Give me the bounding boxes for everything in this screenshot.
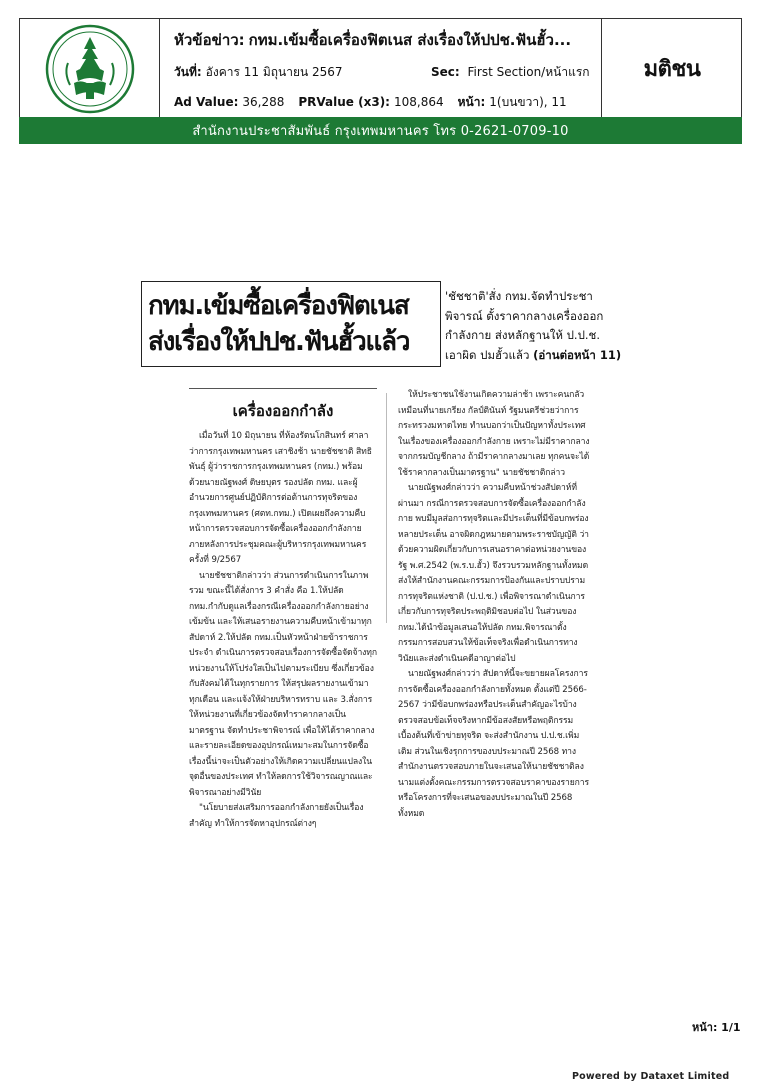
contact-bar: สำนักงานประชาสัมพันธ์ กรุงเทพมหานคร โทร 0-2621-0709-10 [19, 117, 742, 144]
article-deck [445, 287, 635, 365]
deck-continue: (อ่านต่อหน้า 11) [533, 347, 622, 362]
deck-line2: พิจารณ์ ตั้งราคากลางเครื่องออก [445, 308, 604, 323]
article-headline-box [141, 281, 441, 367]
publication-name: มติชน [643, 57, 701, 82]
headline-row [174, 23, 591, 57]
article-headline-line2: ส่งเรื่องให้ปปช.ฟันฮั้วแล้ว [148, 327, 410, 357]
left-paragraph-2: นายชัชชาติกล่าวว่า ส่วนการดำเนินการในภาพรวม ขณะนี้ได้สั่งการ 3 คำสั่ง คือ 1.ให้ปลัด กทม.กำกับดูแลเรื่องกรณีเครื่องออกกำลังกายอย่างเข้มข้น และให้เสนอรายงานความคืบหน้าเข้ามาทุกสัปดาห์ 2.ให้ปลัด กทม.เป็นหัวหน้าฝ่ายข้าราชการประจำ ดำเนินการตรวจสอบเรื่องการจัดซื้อจัดจ้างทุกหน่วยงานให้โปร่งใสเป็นไปตามระเบียบ ซึ่งเกี่ยวข้องกับสังคมได้ในทุกรายการ ให้สรุปผลรายงานเข้ามาทุกเดือน และแจ้งให้ฝ่ายบริหารทราบ และ 3.สั่งการให้หน่วยงานที่เกี่ยวข้องจัดทำราคากลางเป็นมาตรฐาน จัดทำประชาพิจารณ์ เพื่อให้ได้ราคากลางและรายละเอียดของอุปกรณ์เหมาะสมในการจัดซื้อ เรื่องนี้น่าจะเป็นตัวอย่างให้เกิดความเปลี่ยนแปลงในจุดอื่นของประเทศ ทำให้ลดการใช้วิจารณญาณและพิจารณาอย่างมีวินัย [189, 570, 377, 798]
pr-value: 108,864 [393, 95, 444, 109]
value-row [174, 87, 591, 117]
ad-value: 36,288 [242, 95, 285, 109]
page-value: 1(บนขวา), 11 [489, 94, 567, 109]
date-value: อังคาร 11 มิถุนายน 2567 [205, 64, 343, 79]
pr-value-label: PRValue (x3): [298, 95, 390, 109]
right-column-text [398, 388, 590, 822]
deck-line1: 'ชัชชาติ'สั่ง กทม.จัดทำประชา [445, 289, 593, 303]
article-column-left [189, 388, 377, 832]
left-paragraph-1: เมื่อวันที่ 10 มิถุนายน ที่ห้องรัตนโกสินทร์ ศาลาว่าการกรุงเทพมหานคร เสาชิงช้า นายชัชชาติ สิทธิพันธุ์ ผู้ว่าราชการกรุงเทพมหานคร (กทม.) พร้อมด้วยนายณัฐพงศ์ ดิษยบุตร รองปลัด กทม. และผู้อำนวยการศูนย์ปฏิบัติการต่อต้านการทุจริตของกรุงเทพมหานคร (ศตท.กทม.) เปิดเผยถึงความคืบหน้าการตรวจสอบการจัดซื้อเครื่องออกกำลังกาย ภายหลังการประชุมคณะผู้บริหารกรุงเทพมหานคร ครั้งที่ 9/2567 [189, 431, 372, 565]
article-headline-line1: กทม.เข้มซื้อเครื่องฟิตเนส [148, 291, 409, 321]
article-column-right [398, 388, 590, 822]
left-paragraph-3: "นโยบายส่งเสริมการออกกำลังกายยังเป็นเรื่องสำคัญ ทำให้การจัดหาอุปกรณ์ต่างๆ [189, 803, 364, 829]
right-paragraph-1: ให้ประชาชนใช้งานเกิดความล่าช้า เพราะคนกลัว เหมือนที่นายเกรียง กัลป์ตินันท์ รัฐมนตรีช่วยว่าการกระทรวงมหาดไทย ทำนบอกว่าเป็นปัญหาทั้งประเทศในเรื่องของเครื่องออกกำลังกาย เพราะไม่มีราคากลางจากกรมบัญชีกลาง ถ้ามีราคากลางมาเลย ทุกคนจะได้ใช้ราคากลางเป็นมาตรฐาน" นายชัชชาติกล่าว [398, 390, 590, 478]
left-column-text [189, 429, 377, 832]
date-label: วันที่: [174, 64, 202, 79]
ad-value-label: Ad Value: [174, 95, 239, 109]
section-info [431, 63, 590, 82]
column-divider [386, 393, 387, 623]
bma-logo [20, 19, 160, 118]
newspaper-clipping [141, 281, 637, 829]
deck-line3: กำลังกาย ส่งหลักฐานให้ ป.ป.ช. [445, 328, 601, 342]
powered-by: Powered by Dataxet Limited [572, 1071, 730, 1082]
right-paragraph-3: นายณัฐพงศ์กล่าวว่า สัปดาห์นี้จะขยายผลโครงการการจัดซื้อเครื่องออกกำลังกายทั้งหมด ตั้งแต่ปี 2566-2567 ว่ามีข้อบกพร่องหรือประเด็นสำคัญอะไรบ้าง ตรวจสอบข้อเท็จจริงหากมีข้อสงสัยหรือพฤติกรรมเบื้องต้นที่เข้าข่ายทุจริต จะส่งสำนักงาน ป.ป.ช.เพิ่มเติม ส่วนในเชิงรุกการของบประมาณปี 2568 ทางสำนักงานตรวจสอบภายในจะเสนอให้นายชัชชาติลงนามแต่งตั้งคณะกรรมการตรวจสอบราคาของรายการ หรือโครงการที่จะเสนอของบประมาณในปี 2568 ทั้งหมด [398, 669, 590, 819]
deck-line4: เอาผิด ปมฮั้วแล้ว [445, 347, 530, 362]
headline-value: กทม.เข้มซื้อเครื่องฟิตเนส ส่งเรื่องให้ปปช.ฟันฮั้ว... [248, 31, 572, 49]
clipping-header [19, 18, 742, 118]
section-value: First Section/หน้าแรก [467, 64, 590, 79]
section-label: Sec: [431, 64, 460, 79]
date-row [174, 57, 591, 87]
right-paragraph-2: นายณัฐพงศ์กล่าวว่า ความคืบหน้าช่วงสัปดาห์ที่ผ่านมา กรณีการตรวจสอบการจัดซื้อเครื่องออกกำลังกาย พบมีมูลส่อการทุจริตและมีประเด็นที่มีข้อบกพร่องหลายประเด็น อาจผิดกฎหมายตามพระราชบัญญัติ ว่าด้วยความผิดเกี่ยวกับการเสนอราคาต่อหน่วยงานของรัฐ พ.ศ.2542 (พ.ร.บ.ฮั้ว) จึงรวบรวมหลักฐานทั้งหมดส่งให้สำนักงานคณะกรรมการป้องกันและปราบปรามการทุจริตแห่งชาติ (ป.ป.ช.) เพื่อพิจารณาดำเนินการเกี่ยวกับการทุจริตประพฤติมิชอบต่อไป ในส่วนของ กทม.ได้นำข้อมูลเสนอให้ปลัด กทม.พิจารณาตั้งกรรมการสอบสวนให้ข้อเท็จจริงเพื่อดำเนินการทางวินัยและส่งดำเนินคดีอาญาต่อไป [398, 483, 589, 664]
deck-line4-row [445, 346, 635, 366]
headline-label: หัวข้อข่าว: [174, 31, 245, 49]
page-label: หน้า: [457, 94, 486, 109]
clipping-metadata [160, 19, 602, 118]
page-indicator: หน้า: 1/1 [692, 1021, 741, 1034]
article-section-title: เครื่องออกกำลัง [189, 388, 377, 429]
bma-seal-icon [40, 23, 140, 115]
